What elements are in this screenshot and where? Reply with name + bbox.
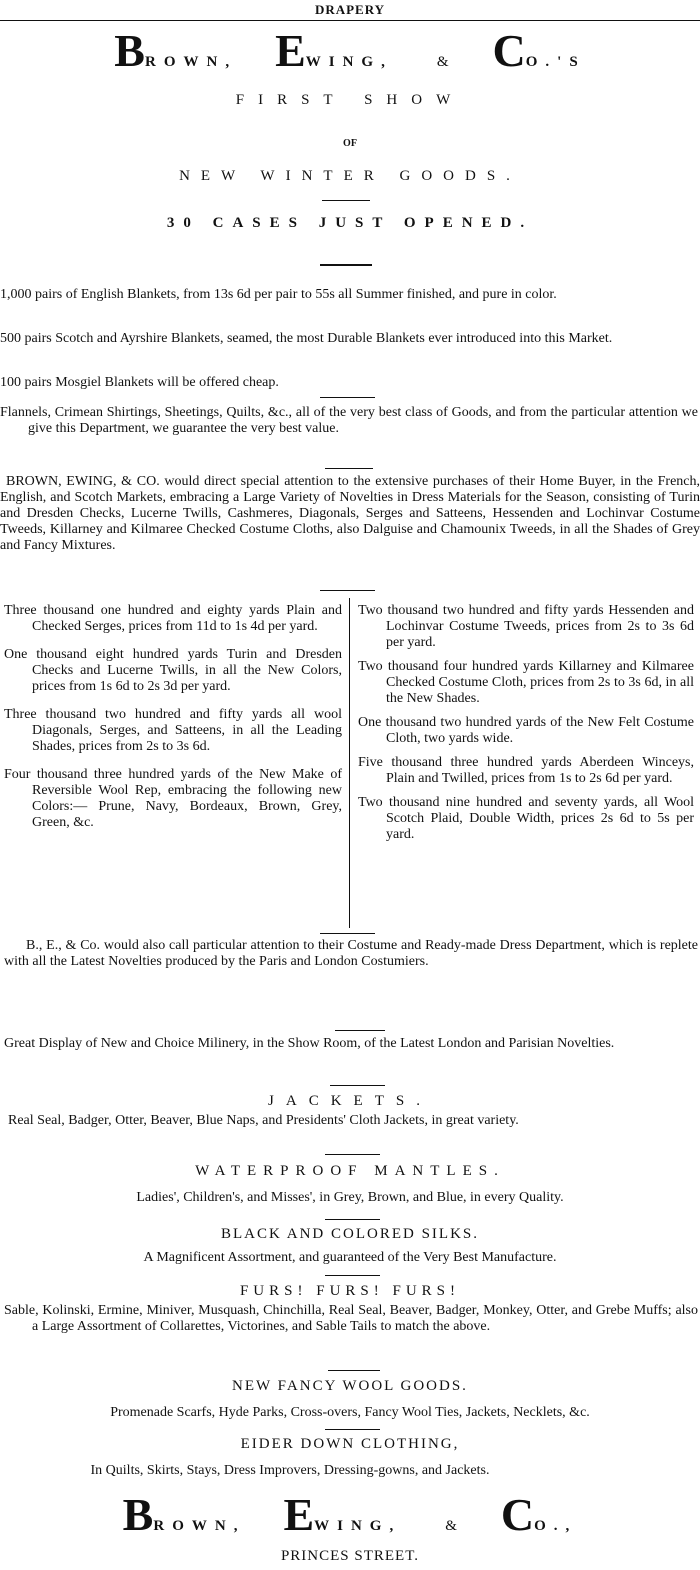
furs-text: Sable, Kolinski, Ermine, Miniver, Musquash, Chinchilla, Real Seal, Beaver, Badger, Monkey, Otter, and Grebe Muffs; also a Large Assortment of Collarettes, Victorines, and Sable Tails to match the above. <box>4 1303 698 1334</box>
divider <box>330 1085 385 1086</box>
divider <box>325 1219 380 1220</box>
divider <box>325 468 373 469</box>
silks-text: A Magnificent Assortment, and guaranteed of the Very Best Manufacture. <box>143 1250 557 1265</box>
brand-title-top: BROWN, EWING, & CO.'S <box>114 25 586 76</box>
jackets-heading: JACKETS. <box>268 1093 432 1109</box>
headline-of: OF <box>343 138 357 149</box>
divider <box>325 1275 380 1276</box>
wool-heading: NEW FANCY WOOL GOODS. <box>232 1378 468 1394</box>
divider <box>325 1154 380 1155</box>
furs-heading: FURS! FURS! FURS! <box>239 1283 461 1299</box>
costume-paragraph: B., E., & Co. would also call particular attention to their Costume and Ready-made Dress Department, which is replete with all the Latest Novelties produced by the Paris and London Costumiers. <box>4 938 698 969</box>
left-item: One thousand eight hundred yards Turin and Dresden Checks and Lucerne Twills, in all the New Colors, prices from 1s 6d to 2s 3d per yard. <box>4 647 342 694</box>
mantles-heading: WATERPROOF MANTLES. <box>195 1163 505 1179</box>
wool-text: Promenade Scarfs, Hyde Parks, Cross-overs, Fancy Wool Ties, Jackets, Necklets, &c. <box>110 1405 590 1420</box>
headline-first-show: FIRST SHOW <box>235 92 465 108</box>
address: PRINCES STREET. <box>280 1548 420 1564</box>
blankets-mosgiel: 100 pairs Mosgiel Blankets will be offered cheap. <box>0 375 279 390</box>
jackets-text: Real Seal, Badger, Otter, Beaver, Blue Naps, and Presidents' Cloth Jackets, in great variety. <box>8 1113 519 1128</box>
right-item: Five thousand three hundred yards Aberdeen Winceys, Plain and Twilled, prices from 1s to 2s 6d per yard. <box>358 755 694 786</box>
divider <box>335 1030 385 1031</box>
brand-title-bottom: BROWN, EWING, & CO., <box>122 1489 578 1540</box>
eider-text: In Quilts, Skirts, Stays, Dress Improvers, Dressing-gowns, and Jackets. <box>90 1463 490 1478</box>
intro-paragraph: BROWN, EWING, & CO. would direct special attention to the extensive purchases of their Home Buyer, in the French, English, and Scotch Markets, embracing a Large Variety of Novelties in Dress Materials for the Season, consisting of Turin and Dresden Checks, Lucerne Twills, Cashmeres, Diagonals, Serges and Satteens, Hessenden and Lochinvar Costume Tweeds, Killarney and Kilmaree Checked Costume Cloths, also Dalguise and Chamounix Tweeds, in all the Shades of Grey and Fancy Mixtures. <box>0 474 700 553</box>
divider <box>320 933 375 934</box>
right-item: One thousand two hundred yards of the New Felt Costume Cloth, two yards wide. <box>358 715 694 746</box>
top-rule <box>0 20 700 21</box>
divider <box>320 590 375 591</box>
left-item: Three thousand two hundred and fifty yards all wool Diagonals, Serges, and Satteens, in all the Leading Shades, prices from 2s to 3s 6d. <box>4 707 342 754</box>
right-item: Two thousand four hundred yards Killarney and Kilmaree Checked Costume Cloth, prices from 2s to 3s 6d, in all the New Shades. <box>358 659 694 706</box>
divider <box>322 200 370 201</box>
divider <box>328 1370 380 1371</box>
right-item: Two thousand two hundred and fifty yards Hessenden and Lochinvar Costume Tweeds, prices from 2s to 3s 6d per yard. <box>358 603 694 650</box>
left-column <box>4 603 342 831</box>
right-column <box>358 603 694 843</box>
millinery-paragraph: Great Display of New and Choice Milinery, in the Show Room, of the Latest London and Parisian Novelties. <box>4 1036 615 1051</box>
blankets-english: 1,000 pairs of English Blankets, from 13s 6d per pair to 55s all Summer finished, and pure in color. <box>0 287 557 302</box>
divider <box>325 1429 380 1430</box>
left-item: Four thousand three hundred yards of the New Make of Reversible Wool Rep, embracing the following new Colors:— Prune, Navy, Bordeaux, Brown, Grey, Green, &c. <box>4 767 342 830</box>
left-item: Three thousand one hundred and eighty yards Plain and Checked Serges, prices from 11d to 1s 4d per yard. <box>4 603 342 634</box>
silks-heading: BLACK AND COLORED SILKS. <box>220 1226 479 1242</box>
divider <box>320 397 375 398</box>
section-heading: DRAPERY <box>314 2 386 17</box>
flannels-paragraph: Flannels, Crimean Shirtings, Sheetings, Quilts, &c., all of the very best class of Goods, and from the particular attention we give this Department, we guarantee the very best value. <box>0 405 698 436</box>
column-divider <box>349 598 350 928</box>
headline-cases-opened: 30 CASES JUST OPENED. <box>166 215 534 231</box>
eider-heading: EIDER DOWN CLOTHING, <box>240 1436 460 1452</box>
headline-new-winter-goods: NEW WINTER GOODS. <box>179 168 521 184</box>
right-item: Two thousand nine hundred and seventy yards, all Wool Scotch Plaid, Double Width, prices 2s 6d to 5s per yard. <box>358 795 694 842</box>
mantles-text: Ladies', Children's, and Misses', in Grey, Brown, and Blue, in every Quality. <box>136 1190 564 1205</box>
blankets-scotch: 500 pairs Scotch and Ayrshire Blankets, seamed, the most Durable Blankets ever introduced into this Market. <box>0 331 613 346</box>
divider <box>320 264 372 266</box>
